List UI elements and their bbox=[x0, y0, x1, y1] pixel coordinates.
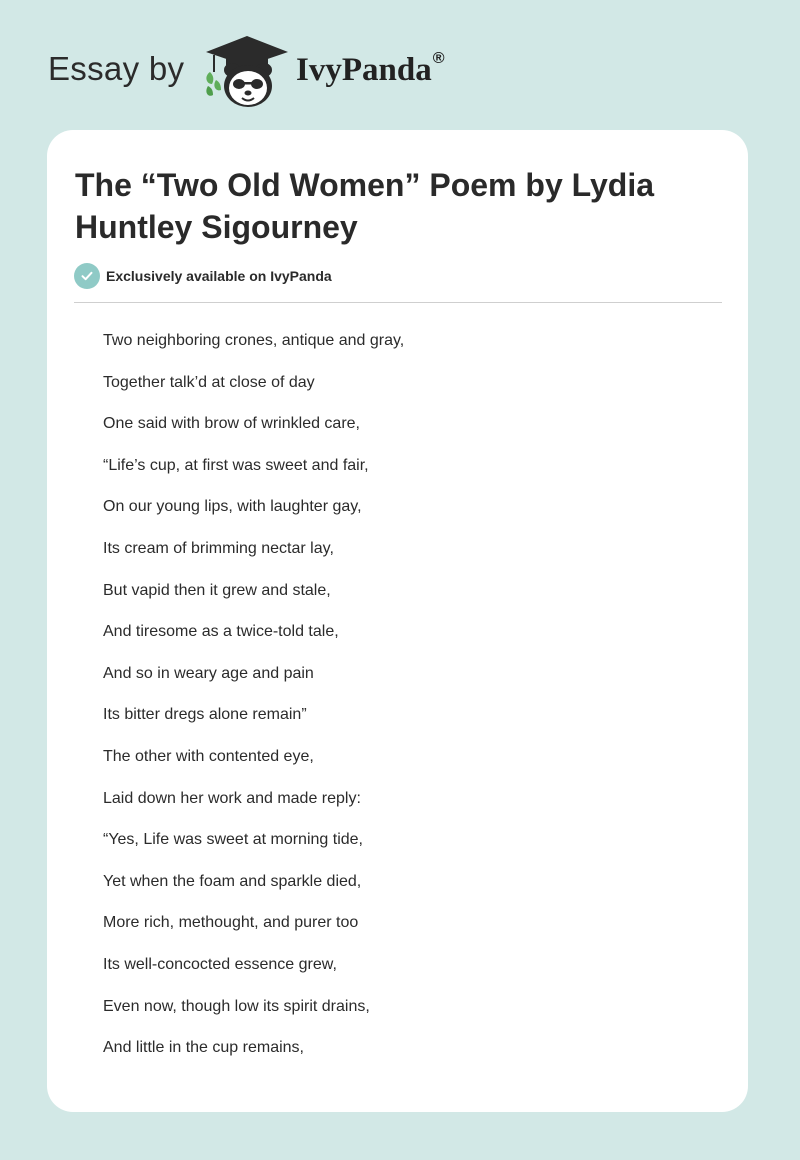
poem-line: And little in the cup remains, bbox=[103, 1039, 304, 1057]
divider bbox=[74, 302, 722, 303]
poem-line: Its well-concocted essence grew, bbox=[103, 955, 337, 973]
poem-body bbox=[103, 320, 404, 1069]
poem-line: Its cream of brimming nectar lay, bbox=[103, 539, 334, 557]
poem-line: Laid down her work and made reply: bbox=[103, 789, 361, 807]
poem-line: The other with contented eye, bbox=[103, 747, 314, 765]
poem-line: And so in weary age and pain bbox=[103, 664, 314, 682]
poem-line: But vapid then it grew and stale, bbox=[103, 581, 331, 599]
poem-line: “Life’s cup, at first was sweet and fair, bbox=[103, 456, 369, 474]
panda-graduate-logo-icon[interactable] bbox=[202, 34, 292, 110]
page-title: The “Two Old Women” Poem by Lydia Huntley Sigourney bbox=[75, 167, 655, 245]
poem-line: “Yes, Life was sweet at morning tide, bbox=[103, 831, 363, 849]
poem-line: Even now, though low its spirit drains, bbox=[103, 997, 370, 1015]
brand-name[interactable] bbox=[296, 52, 445, 89]
check-circle-icon bbox=[74, 263, 100, 289]
poem-line: Yet when the foam and sparkle died, bbox=[103, 872, 362, 890]
essay-by-label: Essay by bbox=[48, 50, 185, 87]
site-header bbox=[48, 34, 648, 114]
poem-line: Together talk’d at close of day bbox=[103, 373, 315, 391]
brand-name-text: IvyPanda bbox=[296, 52, 432, 88]
exclusive-label: Exclusively available on IvyPanda bbox=[106, 268, 332, 284]
poem-line: Two neighboring crones, antique and gray, bbox=[103, 332, 405, 349]
registered-mark: ® bbox=[432, 50, 445, 67]
poem-line: Its bitter dregs alone remain” bbox=[103, 706, 307, 724]
poem-line: On our young lips, with laughter gay, bbox=[103, 498, 362, 516]
poem-line: More rich, methought, and purer too bbox=[103, 914, 359, 932]
poem-line: One said with brow of wrinkled care, bbox=[103, 415, 360, 433]
exclusive-badge bbox=[74, 263, 332, 289]
essay-card bbox=[47, 130, 748, 1112]
poem-line: And tiresome as a twice-told tale, bbox=[103, 623, 339, 641]
